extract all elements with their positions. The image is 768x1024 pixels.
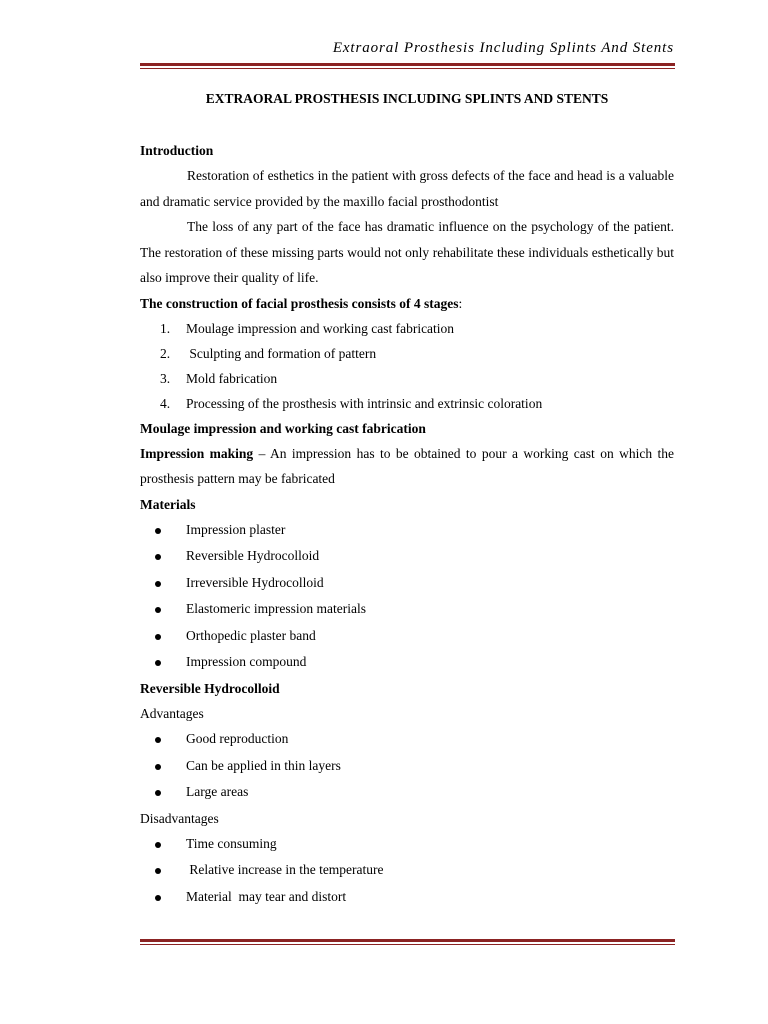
list-item	[140, 753, 674, 780]
impression-making-paragraph	[140, 441, 674, 492]
bullet-icon	[155, 634, 161, 640]
advantages-heading: Advantages	[140, 706, 204, 722]
disadvantages-heading: Disadvantages	[140, 810, 219, 826]
footer-rule	[140, 939, 675, 945]
header-rule	[140, 63, 675, 69]
list-number: 1.	[160, 320, 171, 336]
list-number: 3.	[160, 370, 171, 386]
list-text: Good reproduction	[186, 731, 289, 747]
list-text: Large areas	[186, 784, 249, 800]
reversible-hydrocolloid-heading: Reversible Hydrocolloid	[140, 681, 280, 697]
bullet-icon	[155, 868, 161, 874]
list-text: Can be applied in thin layers	[186, 757, 341, 773]
introduction-heading: Introduction	[140, 143, 214, 158]
bullet-icon	[155, 737, 161, 743]
list-text: Irreversible Hydrocolloid	[186, 574, 324, 590]
impression-making-label: Impression making	[140, 445, 254, 461]
bullet-icon	[155, 660, 161, 666]
disadvantages-list	[140, 831, 674, 911]
bullet-icon	[155, 581, 161, 587]
list-item	[140, 596, 674, 623]
list-number: 4.	[160, 395, 171, 411]
running-header: Extraoral Prosthesis Including Splints And Stents	[332, 40, 674, 56]
bullet-icon	[155, 790, 161, 796]
bullet-icon	[155, 895, 161, 901]
stages-heading-text: The construction of facial prosthesis consists of 4 stages	[140, 295, 459, 311]
stages-list	[140, 316, 674, 416]
list-text: Processing of the prosthesis with intrinsic and extrinsic coloration	[186, 395, 543, 411]
stages-heading	[140, 291, 674, 316]
list-text: Moulage impression and working cast fabrication	[186, 320, 455, 336]
list-item	[140, 623, 674, 650]
list-text: Time consuming	[186, 835, 277, 851]
advantages-list	[140, 726, 674, 806]
bullet-icon	[155, 607, 161, 613]
list-text: Elastomeric impression materials	[186, 601, 366, 617]
list-item	[140, 543, 674, 570]
list-item	[140, 570, 674, 597]
list-text: Orthopedic plaster band	[186, 627, 316, 643]
introduction-paragraph-1: Restoration of esthetics in the patient with gross defects of the face and head is a valuable and dramatic service provided by the maxillo facial prosthodontist	[140, 168, 674, 209]
list-item	[140, 517, 674, 544]
list-text: Mold fabrication	[186, 370, 278, 386]
list-text: Reversible Hydrocolloid	[186, 548, 320, 564]
list-number: 2.	[160, 345, 171, 361]
list-item	[140, 341, 674, 366]
list-item	[140, 779, 674, 806]
moulage-heading: Moulage impression and working cast fabrication	[140, 420, 426, 436]
bullet-icon	[155, 842, 161, 848]
impression-making-text: – An impression has to be obtained to pour a working cast on which the prosthesis pattern may be fabricated	[140, 445, 674, 486]
list-item	[140, 831, 674, 858]
list-text: Sculpting and formation of pattern	[186, 345, 377, 361]
list-item	[140, 366, 674, 391]
list-item	[140, 649, 674, 676]
stages-heading-colon: :	[458, 295, 463, 311]
list-item	[140, 726, 674, 753]
list-item	[140, 857, 674, 884]
list-item	[140, 391, 674, 416]
materials-list	[140, 517, 674, 677]
list-item	[140, 884, 674, 911]
list-text: Impression plaster	[186, 521, 286, 537]
list-text: Impression compound	[186, 654, 307, 670]
list-text: Material may tear and distort	[186, 889, 347, 905]
list-text: Relative increase in the temperature	[186, 862, 384, 878]
materials-heading: Materials	[140, 496, 196, 512]
bullet-icon	[155, 554, 161, 560]
list-item	[140, 316, 674, 341]
bullet-icon	[155, 764, 161, 770]
document-body	[140, 88, 674, 911]
introduction-paragraph-2: The loss of any part of the face has dramatic influence on the psychology of the patient. The restoration of these missing parts would not only rehabilitate these individuals esthetically but also improve their quality of life.	[140, 219, 674, 285]
document-title: EXTRAORAL PROSTHESIS INCLUDING SPLINTS AND STENTS	[205, 91, 609, 106]
bullet-icon	[155, 528, 161, 534]
